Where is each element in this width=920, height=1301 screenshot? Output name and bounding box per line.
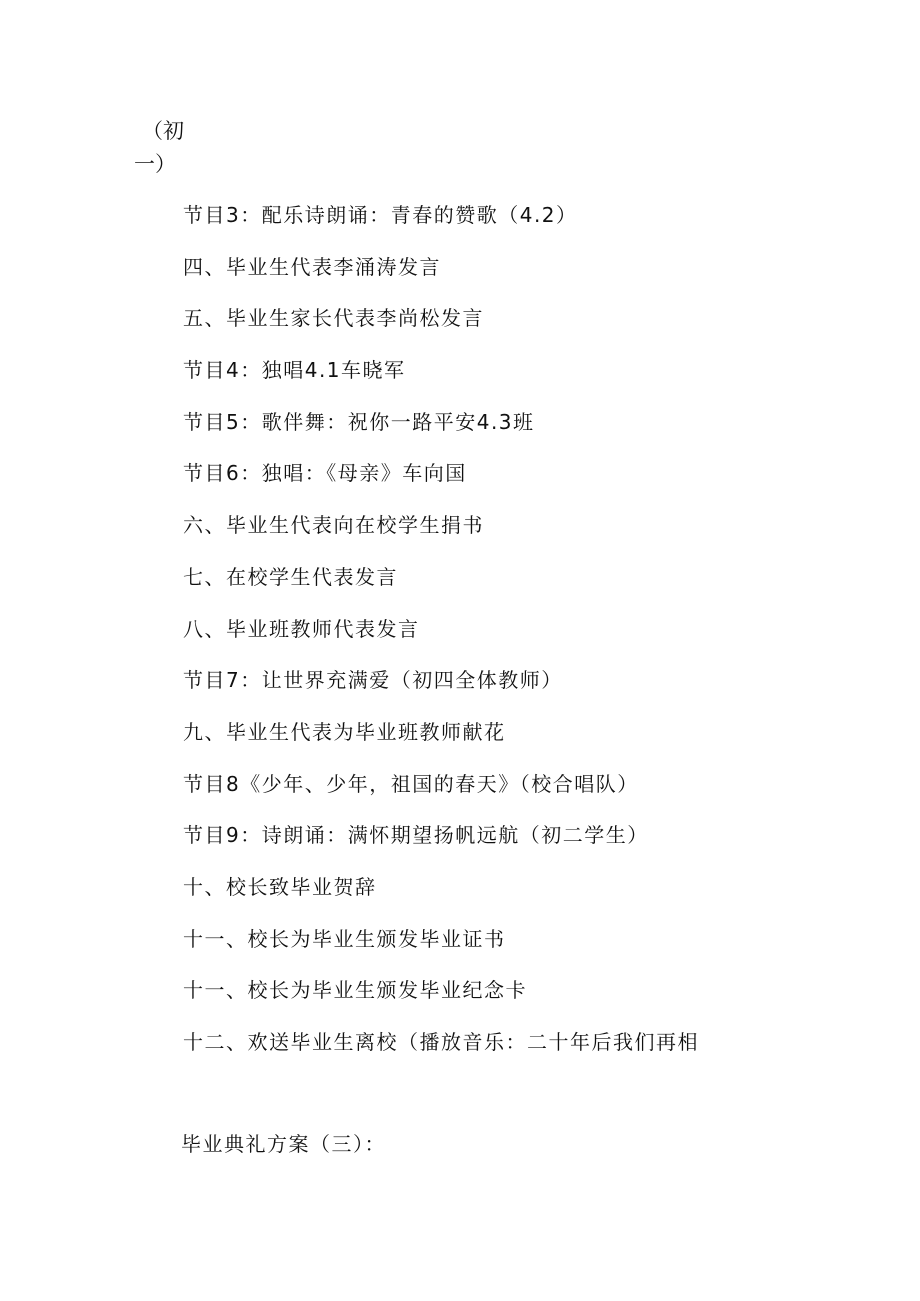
program-item: 节目8《少年、少年，祖国的春天》（校合唱队）	[183, 771, 639, 796]
program-item: 节目3：配乐诗朗诵：青春的赞歌（4.2）	[183, 203, 578, 227]
section-heading: 毕业典礼方案（三）：	[181, 1132, 386, 1156]
program-item: 十、校长致毕业贺辞	[183, 874, 377, 899]
program-item: 节目9：诗朗诵：满怀期望扬帆远航（初二学生）	[183, 823, 649, 848]
program-item: 八、毕业班教师代表发言	[183, 616, 420, 641]
fragment-line-2: 一）	[134, 152, 176, 176]
program-item: 十一、校长为毕业生颁发毕业证书	[183, 926, 506, 951]
program-item: 十一、校长为毕业生颁发毕业纪念卡	[183, 978, 527, 1003]
program-item: 五、毕业生家长代表李尚松发言	[183, 306, 484, 331]
program-item: 四、毕业生代表李涌涛发言	[183, 254, 441, 279]
program-item: 十二、欢送毕业生离校（播放音乐：二十年后我们再相	[183, 1030, 699, 1054]
program-item: 节目7：让世界充满爱（初四全体教师）	[183, 668, 563, 693]
program-item: 六、毕业生代表向在校学生捐书	[183, 513, 484, 538]
program-item: 节目5：歌伴舞：祝你一路平安4.3班	[183, 409, 535, 434]
program-item: 九、毕业生代表为毕业班教师献花	[183, 719, 506, 744]
program-item: 节目6：独唱：《母亲》车向国	[183, 461, 467, 486]
program-item: 节目4：独唱4.1车晓军	[183, 358, 406, 383]
program-item: 七、在校学生代表发言	[183, 564, 398, 589]
fragment-line-1: （初	[142, 119, 184, 143]
program-list	[183, 200, 699, 1079]
